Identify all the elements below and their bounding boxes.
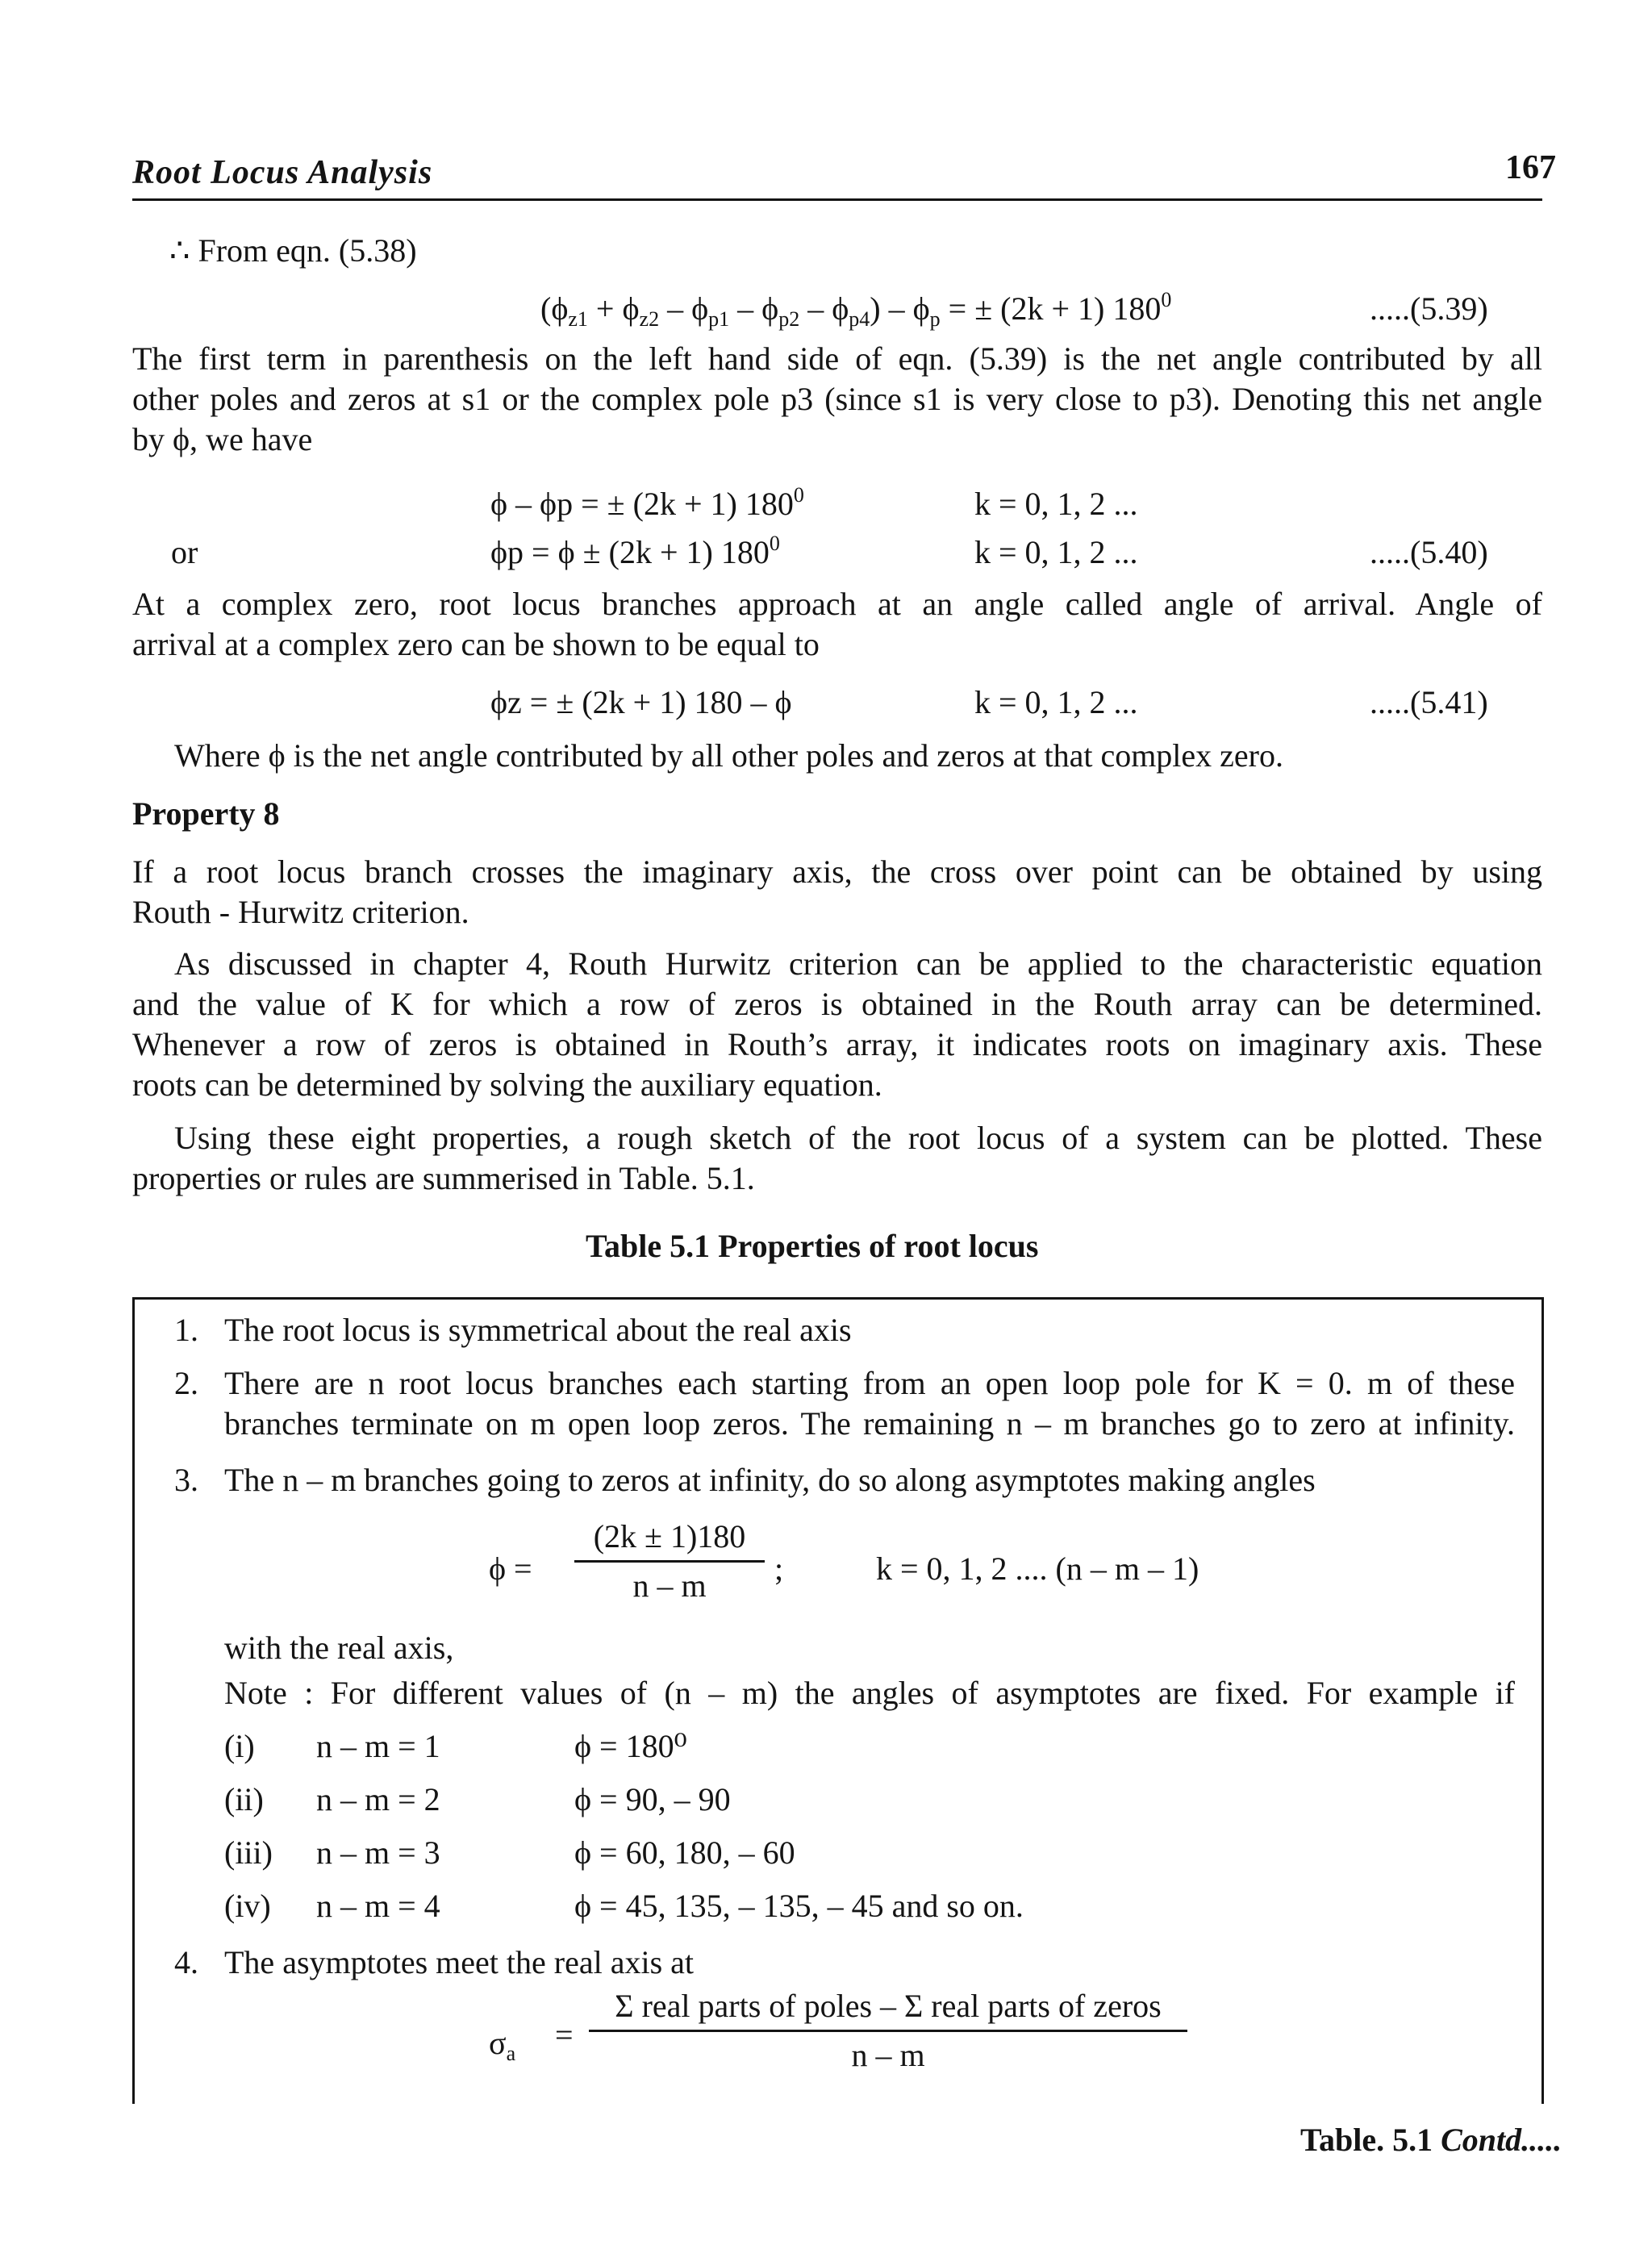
- centroid-fraction: [589, 1986, 1187, 2076]
- asymptote-note: Note : For different values of (n – m) the angles of asymptotes are fixed. For example if: [224, 1675, 1515, 1711]
- centroid-numerator: Σ real parts of poles – Σ real parts of zeros: [615, 1988, 1162, 2024]
- table-item-3-text: The n – m branches going to zeros at infinity, do so along asymptotes making angles: [224, 1462, 1316, 1498]
- case-phi: ϕ = 90, – 90: [574, 1781, 731, 1817]
- case-phi: ϕ = 60, 180, – 60: [574, 1834, 795, 1871]
- asymptote-angle-lhs: ϕ =: [489, 1550, 532, 1587]
- asymptote-angle-denominator: n – m: [632, 1567, 707, 1604]
- equation-5-41-k-range: k = 0, 1, 2 ...: [974, 684, 1138, 720]
- or-label: or: [171, 534, 198, 570]
- table-item-4-text: The asymptotes meet the real axis at: [224, 1944, 695, 1980]
- equation-5-40: ϕp = ϕ ± (2k + 1) $180^0$: [490, 532, 780, 570]
- paragraph-where-phi: Where ϕ is the net angle contributed by all other poles and zeros at that complex zero.: [174, 737, 1283, 774]
- page-number: 167: [1505, 149, 1556, 186]
- fraction-bar: [589, 2030, 1187, 2032]
- asymptote-k-range: k = 0, 1, 2 .... (n – m – 1): [876, 1550, 1199, 1587]
- case-nm: n – m = 4: [316, 1888, 440, 1924]
- running-header-title: Root Locus Analysis: [132, 154, 433, 191]
- centroid-equals: =: [555, 2017, 574, 2053]
- table-item-number: 4.: [174, 1944, 198, 1980]
- table-continued-note: Table. 5.1 Contd.....: [1300, 2122, 1562, 2158]
- asymptote-angle-numerator: (2k ± 1)180: [593, 1518, 746, 1554]
- centroid-denominator: n – m: [851, 2037, 925, 2073]
- case-label: (iii): [224, 1834, 273, 1871]
- table-left-border: [132, 1297, 135, 2104]
- centroid-lhs: $\sigma_a$: [489, 2025, 516, 2065]
- paragraph-routh-hurwitz: As discussed in chapter 4, Routh Hurwitz criterion can be applied to the characteristic equation and the value of K for which a row of zeros is obtained in the Routh array can be determined. Whenever a row of zeros is obtained in Routh’s array, it indicates roots on imaginary axis. These roots can be determined by solving the auxiliary equation.: [132, 945, 1542, 1103]
- equation-5-40-number: .....(5.40): [1370, 534, 1488, 570]
- case-nm: n – m = 1: [316, 1728, 440, 1764]
- asymptote-angle-fraction: [574, 1517, 765, 1606]
- case-label: (i): [224, 1728, 255, 1764]
- table-item-number: 3.: [174, 1462, 198, 1498]
- paragraph-imaginary-axis: If a root locus branch crosses the imaginary axis, the cross over point can be obtained by using Routh - Hurwitz criterion.: [132, 853, 1542, 930]
- intro-line: ∴ From eqn. (5.38): [169, 232, 417, 269]
- header-rule: [132, 198, 1542, 201]
- equation-5-41-number: .....(5.41): [1370, 684, 1488, 720]
- table-item-number: 2.: [174, 1365, 198, 1401]
- case-label: (iv): [224, 1888, 271, 1924]
- equation-5-39: $(\phi_{z1} + \phi_{z2} - \phi_{p1} - \phi_{p2} - \phi_{p4}) - \phi_p$ = ± (2k + 1) $180^0$: [540, 288, 1172, 331]
- equation-5-40-k-range: k = 0, 1, 2 ...: [974, 534, 1138, 570]
- paragraph-angle-of-arrival: At a complex zero, root locus branches approach at an angle called angle of arrival. Angle of arrival at a complex zero can be shown to be equal to: [132, 586, 1542, 662]
- table-right-border: [1541, 1297, 1544, 2104]
- equation-5-39-number: .....(5.39): [1370, 290, 1488, 327]
- table-item-2-text: There are n root locus branches each starting from an open loop pole for K = 0. m of these branches terminate on m open loop zeros. The remaining n – m branches go to zero at infinity.: [224, 1365, 1515, 1442]
- equation-5-41: ϕz = ± (2k + 1) 180 – ϕ: [490, 684, 792, 720]
- paragraph-net-angle: The first term in parenthesis on the left hand side of eqn. (5.39) is the net angle contributed by all other poles and zeros at s1 or the complex pole p3 (since s1 is very close to p3). Denoting this net angle by ϕ, we have: [132, 340, 1542, 457]
- table-item-1-text: The root locus is symmetrical about the real axis: [224, 1312, 852, 1348]
- equation-phi-departure: ϕ – ϕp = ± (2k + 1) $180^0$: [490, 483, 804, 522]
- case-phi: ϕ = 45, 135, – 135, – 45 and so on.: [574, 1888, 1024, 1924]
- asymptote-semicolon: ;: [774, 1550, 784, 1587]
- case-label: (ii): [224, 1781, 264, 1817]
- table-title: Table 5.1 Properties of root locus: [586, 1228, 1039, 1264]
- paragraph-eight-properties: Using these eight properties, a rough sketch of the root locus of a system can be plotted. These properties or rules are summerised in Table. 5.1.: [132, 1120, 1542, 1196]
- table-top-rule: [132, 1297, 1544, 1300]
- case-nm: n – m = 3: [316, 1834, 440, 1871]
- equation-phi-k-range: k = 0, 1, 2 ...: [974, 486, 1138, 522]
- with-real-axis: with the real axis,: [224, 1630, 454, 1666]
- table-item-number: 1.: [174, 1312, 198, 1348]
- case-nm: n – m = 2: [316, 1781, 440, 1817]
- fraction-bar: [574, 1560, 765, 1563]
- property-8-heading: Property 8: [132, 795, 280, 832]
- case-phi: ϕ = 180⁰: [574, 1728, 687, 1764]
